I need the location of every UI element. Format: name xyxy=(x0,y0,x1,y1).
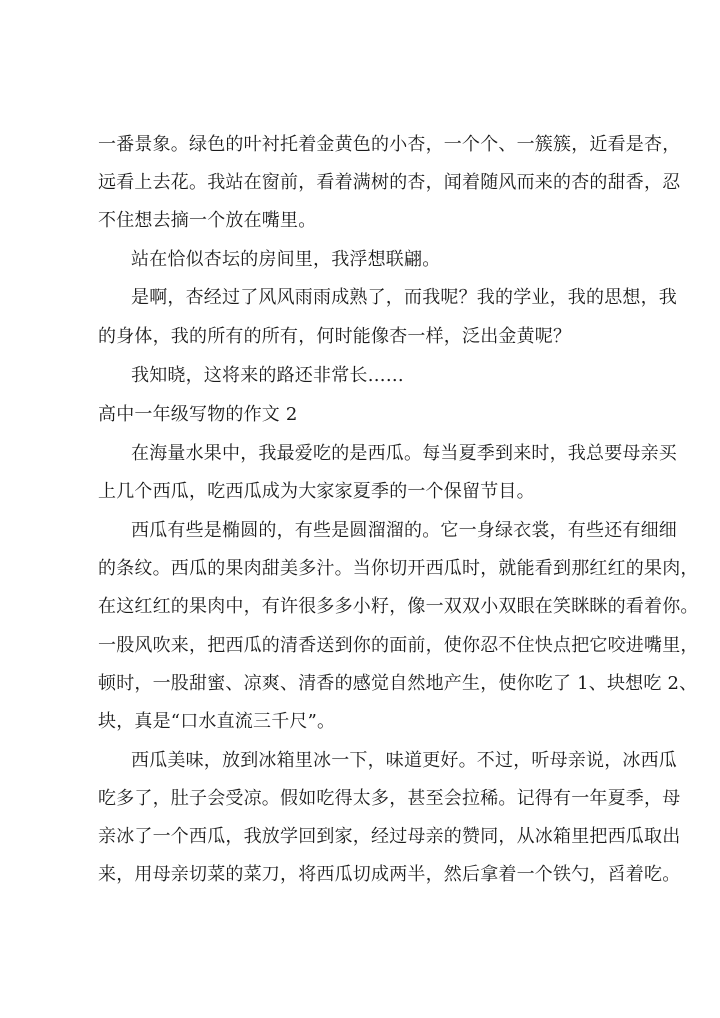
text-line: 来，用母亲切菜的菜刀，将西瓜切成两半，然后拿着一个铁勺，舀着吃。 xyxy=(98,864,681,885)
section-heading: 高中一年级写物的作文 2 xyxy=(98,404,298,425)
text-line: 块，真是“口水直流三千尺”。 xyxy=(98,711,336,732)
text-line: 远看上去花。我站在窗前，看着满树的杏，闻着随风而来的杏的甜香，忍 xyxy=(98,172,681,193)
text-line: 在海量水果中，我最爱吃的是西瓜。每当夏季到来时，我总要母亲买 xyxy=(131,443,677,464)
text-line: 不住想去摘一个放在嘴里。 xyxy=(98,210,317,231)
text-line: 站在恰似杏坛的房间里，我浮想联翩。 xyxy=(131,249,441,270)
text-line: 亲冰了一个西瓜，我放学回到家，经过母亲的赞同，从冰箱里把西瓜取出 xyxy=(98,826,681,847)
text-line: 的身体，我的所有的所有，何时能像杏一样，泛出金黄呢？ xyxy=(98,326,572,347)
text-line: 上几个西瓜，吃西瓜成为大家家夏季的一个保留节目。 xyxy=(98,481,535,502)
text-line: 西瓜有些是椭圆的，有些是圆溜溜的。它一身绿衣裳，有些还有细细 xyxy=(131,520,677,541)
text-line: 一股风吹来，把西瓜的清香送到你的面前，使你忍不住快点把它咬进嘴里， xyxy=(98,635,699,656)
text-line: 一番景象。绿色的叶衬托着金黄色的小杏，一个个、一簇簇，近看是杏， xyxy=(98,134,681,155)
text-line: 西瓜美味，放到冰箱里冰一下，味道更好。不过，听母亲说，冰西瓜 xyxy=(131,750,677,771)
text-line: 在这红红的果肉中，有许很多多小籽，像一双双小双眼在笑眯眯的看着你。 xyxy=(98,596,699,617)
text-line: 吃多了，肚子会受凉。假如吃得太多，甚至会拉稀。记得有一年夏季，母 xyxy=(98,788,681,809)
text-line: 是啊，杏经过了风风雨雨成熟了，而我呢？我的学业，我的思想，我 xyxy=(131,287,677,308)
text-line: 顿时，一股甜蜜、凉爽、清香的感觉自然地产生，使你吃了 1、块想吃 2、 xyxy=(98,673,698,694)
text-line: 我知晓，这将来的路还非常长…… xyxy=(131,365,404,386)
text-line: 的条纹。西瓜的果肉甜美多汁。当你切开西瓜时，就能看到那红红的果肉， xyxy=(98,558,699,579)
